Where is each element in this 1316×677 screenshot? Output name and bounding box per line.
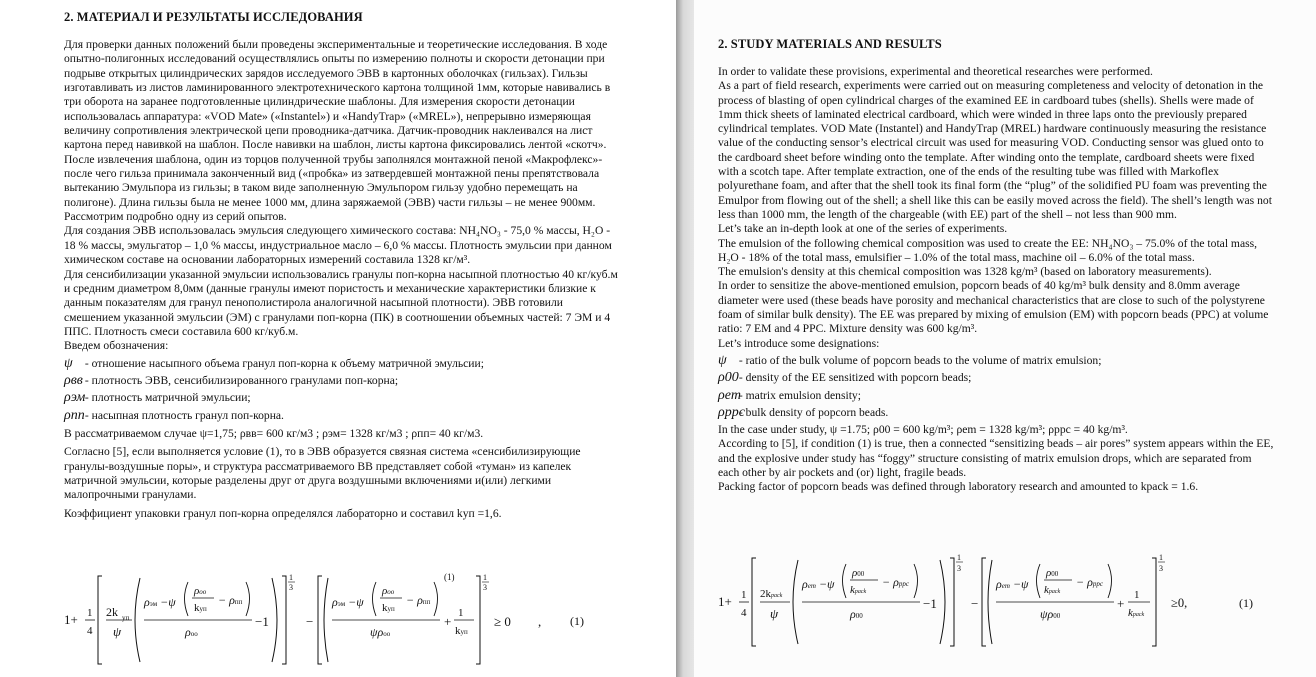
definition-rho-pp: ρпп - насыпная плотность гранул поп-корна. [64,407,284,423]
svg-text:1: 1 [741,589,747,601]
svg-text:−: − [971,596,979,611]
svg-text:+: + [444,614,452,629]
page-heading: 2. МАТЕРИАЛ И РЕЗУЛЬТАТЫ ИССЛЕДОВАНИЯ [64,10,363,24]
page-gutter [676,0,694,677]
svg-text:4: 4 [87,625,93,637]
svg-text:уп: уп [122,614,130,622]
inequality-sign: ≥0, [1171,596,1188,610]
paragraph: In order to validate these provisions, experimental and theoretical researches were performed. [718,65,1153,78]
equation-number: (1) [570,614,584,628]
svg-text:1: 1 [957,553,961,562]
svg-text:kpack: kpack [1044,584,1061,596]
svg-text:1: 1 [1159,553,1163,562]
svg-text:ρ00: ρ00 [850,607,863,621]
svg-text:1: 1 [87,607,93,619]
svg-text:kуп: kуп [455,625,468,637]
english-page [694,0,1316,677]
svg-text:1: 1 [289,573,293,582]
svg-text:(1): (1) [444,572,455,582]
russian-text-body [64,38,620,521]
formula-graphic [60,568,560,668]
definition-psi: ψ - ratio of the bulk volume of popcorn beads to the volume of matrix emulsion; [718,352,1102,368]
svg-text:−1: −1 [923,596,937,611]
svg-text:ρоо: ρоо [194,585,207,597]
paragraph: Packing factor of popcorn beads was defined through laboratory research and amounted to kpack = 1.6. [718,480,1199,494]
case-values: In the case under study, ψ =1.75; ρ00 = 600 kg/m³; ρem = 1328 kg/m³; ρppc = 40 kg/m³. [718,423,1128,437]
psi-symbol: ψ [64,355,73,371]
paragraph: Let’s introduce some designations: [718,336,880,350]
condition-formula [60,568,560,668]
svg-text:− ρпп: − ρпп [406,593,431,607]
svg-text:2kpack: 2kpack [760,588,783,600]
svg-text:,: , [538,614,542,629]
definition-psi: ψ - отношение насыпного объема гранул поп-корна к объему матричной эмульсии; [64,355,484,371]
page-heading: 2. STUDY MATERIALS AND RESULTS [718,37,942,51]
rho-symbol: ρпп [64,407,85,423]
svg-text:−: − [306,614,314,629]
svg-text:+: + [1117,596,1125,611]
condition-formula [714,552,1174,652]
definition-rho-em: ρem - matrix emulsion density; [718,387,861,403]
paragraph: Для создания ЭВВ использовалась эмульсия следующего химического состава: NH₄NO₃ - 75,0 % массы, H₂O - 18 % массы, эмульгатор – 1,0 % массы, индустриальное масло – 6,0 % массы. Плотность эмульсии при данном химическом составе на основании лабораторных измерений составила 1328 кг/м³. [64,224,612,267]
psi-symbol: ψ [718,352,727,368]
paragraph: The emulsion's density at this chemical composition was 1328 kg/m³ (based on laboratory measurements). [718,265,1212,279]
svg-text:2k: 2k [106,605,118,619]
case-values: В рассматриваемом случае ψ=1,75; ρвв= 600 кг/м3 ; ρэм= 1328 кг/м3 ; ρпп= 40 кг/м3. [64,426,484,440]
svg-text:ψ: ψ [113,624,122,639]
svg-text:3: 3 [289,583,293,592]
paragraph: As a part of field research, experiments were carried out on measuring completeness and velocity of detonation in the process of blasting of open cylindrical charges of the examined EE in cardboard tubes (shells). Shells were made of 1mm thick sheets of laminated electrical cardboard, which were winded in three laps onto the previously prepared cylindrical templates. VOD Mate (Instantel) and HandyTrap (MREL) hardware continuously measuring the resistance value of the conducting sensor’s electrical circuit was used for measuring VOD. Conducting sensor was glued onto to the cardboard sheet before winding onto the template. After winding onto the template, cardboard sheets were fixed with a scotch tape. After template extraction, one of the ends of the resulting tube was filled with Markoflex polyurethane foam, and after that the shell took its final form (the “plug” of the solidified PU foam was preventing the Emulpor from flowing out of the shell; a shell like this can be easily moved across the field). The shell’s length was not less than 1000 mm, the length of the chargeable (with EE) part of the shell – not less than 900 mm. [718,79,1272,221]
english-text-body [718,65,1274,495]
svg-text:4: 4 [741,607,747,619]
svg-text:− ρppc: − ρppc [882,575,909,589]
svg-text:3: 3 [1159,564,1163,573]
svg-text:−1: −1 [255,614,269,629]
paragraph: According to [5], if condition (1) is true, then a connected “sensitizing beads – air pores” system appears within the EE, and the explosive under study has “foggy” structure consisting of matrix emulsion drops, which are separated from each other by air pockets and (or) light, fragile beads. [718,437,1274,480]
rho-symbol: ρem [718,387,742,403]
svg-text:ρоо: ρоо [185,625,198,639]
svg-text:≥ 0: ≥ 0 [494,614,511,629]
svg-text:− ρppc: − ρppc [1076,575,1103,589]
svg-text:− ρпп: − ρпп [218,593,243,607]
svg-text:ρэм −ψ: ρэм −ψ [144,595,176,609]
svg-text:1: 1 [483,573,487,582]
formula-graphic [714,552,1174,652]
svg-text:kpack: kpack [850,584,867,596]
svg-text:kуп: kуп [382,602,395,614]
svg-text:kуп: kуп [194,602,207,614]
svg-text:3: 3 [957,564,961,573]
paragraph: Введем обозначения: [64,339,169,353]
svg-text:ρem −ψ: ρem −ψ [996,577,1029,591]
svg-text:1: 1 [1134,589,1140,601]
svg-text:ψ: ψ [770,606,779,621]
svg-text:3: 3 [483,583,487,592]
paragraph: Для проверки данных положений были проведены экспериментальные и теоретические исследования. В ходе опытно-полигонных исследований осуществлялись опыты по измерению полноты и скорости детонации при подрыве открытых цилиндрических зарядов исследуемого ЭВВ в картонных оболочках (гильзах). Гильзы изготавливать из листов ламинированного электротехнического картона толщиной 1мм, которые навивались в три оборота на заранее подготовленные цилиндрические шаблоны. Для измерения скорости детонации использовалась аппаратура: «VOD Mate» («Instantel») и «HandyTrap» («MREL»), непрерывно измеряющая величину сопротивления электрической цепи проводника-датчика. Датчик-проводник наклеивался на лист картона перед навивкой на шаблон. После навивки на шаблон, листы картона фиксировались лентой «скотч». После извлечения шаблона, один из торцов полученной трубы заполнялся монтажной пеной «Макрофлекс»- после чего гильза принимала законченный вид («пробка» из затвердевшей монтажной пены препятствовала вытеканию Эмульпора из гильзы; в таком виде заполненную Эмульпором гильзу удобно перемещать на полигоне). Длина гильзы была не менее 1000 мм, длина заряжаемой (ЭВВ) части гильзы – не менее 900мм. [64,38,611,209]
paragraph: The emulsion of the following chemical composition was used to create the EE: NH₄NO₃ – 75.0% of the total mass, H₂O - 18% of the total mass, emulsifier – 1.0% of the total mass, machine oil – 6.0% of the total mass. [718,236,1258,264]
paragraph: In order to sensitize the above-mentioned emulsion, popcorn beads of 40 kg/m³ bulk density and 8.0mm average diameter were used (these beads have porosity and mechanical characteristics that are close to such of the polystyrene foam of similar bulk density). The EE was prepared by mixing of emulsion (EM) with popcorn beads (PPC) at volume ratio: 7 EM and 4 PPC. Mixture density was 600 kg/m³. [718,279,1269,336]
svg-text:ρэм −ψ: ρэм −ψ [332,595,364,609]
definition-rho-00: ρ00 - density of the EE sensitized with popcorn beads; [718,370,972,386]
paragraph: Коэффициент упаковки гранул поп-корна определялся лабораторно и составил kуп =1,6. [64,506,502,520]
svg-text:ρ00: ρ00 [1046,567,1059,579]
paragraph: Согласно [5], если выполняется условие (1), то в ЭВВ образуется связная система «сенсибилизирующие гранулы-воздушные поры», и структура рассматриваемого ВВ представляет собой «туман» из капелек матричной эмульсии, которые разделены друг от друга воздушными включениями и(или) легкими малопрочными гранулами. [64,445,581,502]
svg-text:1: 1 [458,607,464,619]
rho-symbol: ρвв [64,372,83,388]
definition-rho-em: ρэм - плотность матричной эмульсии; [64,390,251,406]
svg-text:1+: 1+ [718,594,732,609]
svg-text:kpack: kpack [1128,607,1145,619]
svg-text:ρem −ψ: ρem −ψ [802,577,835,591]
rho-symbol: ρ00 [718,370,739,386]
paragraph: Для сенсибилизации указанной эмульсии использовались гранулы поп-корна насыпной плотностью 40 кг/куб.м и средним диаметром 8,0мм (данные гранулы имеют пористость и механические характеристики близкие к данным показателям для гранул пенополистирола аналогичной насыпной плотности). ЭВВ готовили смешением указанной эмульсии (ЭМ) с гранулами поп-корна (ПК) в соотношении объемных частей: 7 ЭМ и 4 ППС. Плотность смеси составила 600 кг/куб.м. [64,267,618,338]
svg-text:ρоо: ρоо [382,585,395,597]
rho-symbol: ρppc [718,404,745,420]
definition-rho-ee: ρвв - плотность ЭВВ, сенсибилизированного гранулами поп-корна; [64,372,399,388]
equation-number: (1) [1239,596,1253,610]
paragraph: Рассмотрим подробно одну из серий опытов. [64,210,287,224]
svg-text:ψρ00: ψρ00 [1040,607,1061,621]
svg-text:ρ00: ρ00 [852,567,865,579]
svg-text:ψρоо: ψρоо [370,625,391,639]
definition-rho-ppc: ρppc - bulk density of popcorn beads. [718,404,889,420]
svg-text:1+: 1+ [64,612,78,627]
rho-symbol: ρэм [64,390,86,406]
paragraph: Let’s take an in-depth look at one of the series of experiments. [718,222,1008,236]
